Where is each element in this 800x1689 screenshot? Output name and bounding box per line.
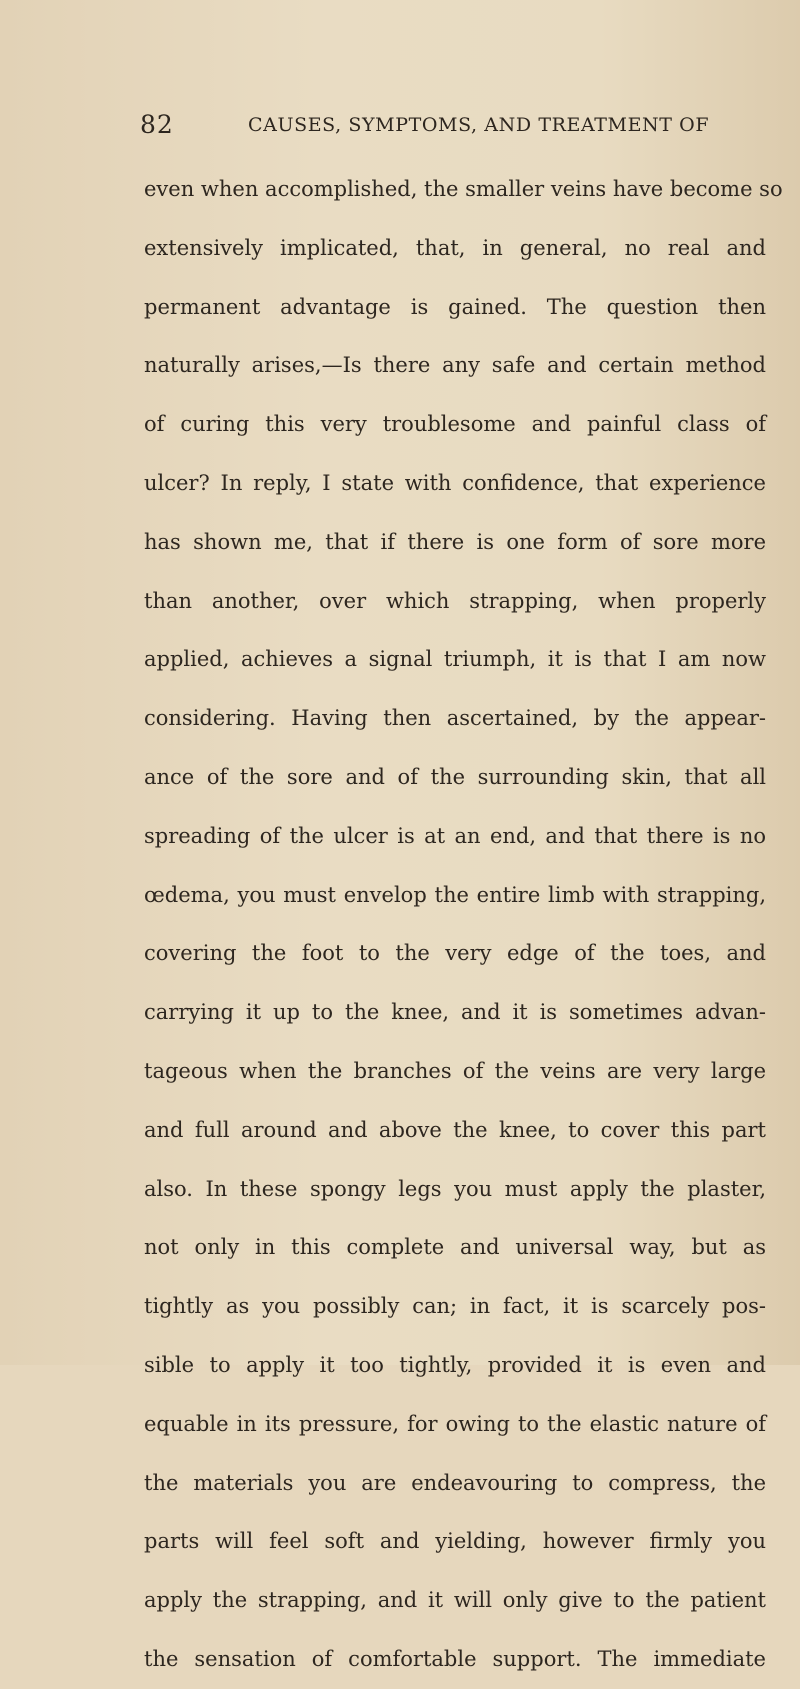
text-line: sible to apply it too tightly, provided it is even and bbox=[144, 1352, 766, 1377]
text-line: not only in this complete and universal way, but as bbox=[144, 1235, 766, 1260]
text-line: applied, achieves a signal triumph, it is that I am now bbox=[144, 647, 766, 672]
text-line: even when accomplished, the smaller veins have become so bbox=[144, 177, 783, 201]
text-line: the sensation of comfortable support. The immediate bbox=[144, 1646, 766, 1671]
text-line: tageous when the branches of the veins are very large bbox=[144, 1058, 766, 1083]
page-number: 82 bbox=[140, 110, 174, 139]
running-title: CAUSES, SYMPTOMS, AND TREATMENT OF bbox=[248, 114, 710, 136]
text-line: ance of the sore and of the surrounding skin, that all bbox=[144, 764, 766, 789]
text-line: extensively implicated, that, in general, no real and bbox=[144, 235, 766, 260]
text-line: spreading of the ulcer is at an end, and that there is no bbox=[144, 823, 766, 848]
text-line: carrying it up to the knee, and it is sometimes advan- bbox=[144, 1000, 766, 1025]
text-line: œdema, you must envelop the entire limb with strapping, bbox=[144, 882, 766, 907]
text-line: covering the foot to the very edge of the toes, and bbox=[144, 941, 766, 966]
text-line: also. In these spongy legs you must apply the plaster, bbox=[144, 1176, 766, 1201]
text-line: parts will feel soft and yielding, however firmly you bbox=[144, 1529, 766, 1554]
text-line: permanent advantage is gained. The question then bbox=[144, 294, 766, 319]
text-line: equable in its pressure, for owing to the elastic nature of bbox=[144, 1411, 766, 1436]
text-line: than another, over which strapping, when properly bbox=[144, 588, 766, 613]
text-line: the materials you are endeavouring to compress, the bbox=[144, 1470, 766, 1495]
text-line: considering. Having then ascertained, by the appear- bbox=[144, 706, 766, 731]
body-text bbox=[144, 160, 783, 1689]
text-line: apply the strapping, and it will only give to the patient bbox=[144, 1588, 766, 1613]
text-line: tightly as you possibly can; in fact, it is scarcely pos- bbox=[144, 1294, 766, 1319]
text-line: of curing this very troublesome and painful class of bbox=[144, 412, 766, 437]
text-line: has shown me, that if there is one form of sore more bbox=[144, 529, 766, 554]
text-line: naturally arises,—Is there any safe and certain method bbox=[144, 353, 766, 378]
running-head bbox=[0, 108, 800, 142]
text-line: ulcer? In reply, I state with confidence, that experience bbox=[144, 470, 766, 495]
text-line: and full around and above the knee, to cover this part bbox=[144, 1117, 766, 1142]
